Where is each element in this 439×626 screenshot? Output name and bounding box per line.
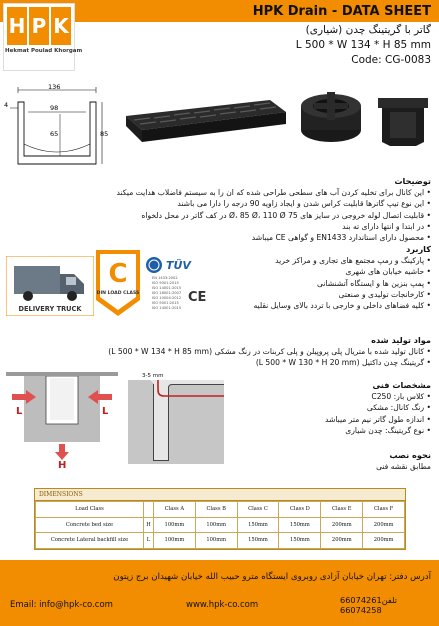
specs-item: • اندازه طول گاتر نیم متر میباشد: [231, 414, 431, 425]
col-header: Class B: [195, 502, 237, 518]
iso-item: ISO 9001:2015: [152, 281, 179, 285]
col-header: Class F: [363, 502, 405, 518]
table-cell: 200mm: [321, 517, 363, 533]
iso-certificates-list: [152, 276, 181, 311]
logo-letter: P: [29, 7, 49, 45]
ce-mark: CE: [188, 290, 207, 305]
table-cell: 200mm: [363, 533, 405, 549]
round-outlet-image: [294, 86, 368, 150]
footer: [0, 560, 439, 626]
product-dimensions: L 500 * W 134 * H 85 mm: [295, 39, 431, 51]
dim-inner-height: 65: [50, 130, 59, 138]
header: [0, 0, 439, 74]
iso-item: ISO 14001:2015: [152, 286, 182, 290]
description-item: • قابلیت اتصال لوله خروجی در سایز های 75 Ø، 85 Ø، 110 Ø در کف گاتر در محل دلخواه: [11, 210, 431, 221]
channel-cross-section-drawing: [4, 84, 112, 172]
table-cell: 150mm: [279, 533, 321, 549]
iso-item: ISO 14001:2015: [152, 306, 182, 310]
logo-letters: [7, 7, 71, 45]
table-cell: 150mm: [237, 533, 279, 549]
iso-item: ISO 18001:2007: [152, 291, 182, 295]
installation-section-diagram: [6, 372, 118, 468]
lateral-label-left: L: [16, 406, 23, 417]
phone-number: 66074258: [340, 605, 382, 615]
materials-item: • کانال تولید شده با متریال پلی پروپیلن و پلی کربنات در رنگ مشکی (L 500 * W 134 * H 85 mm): [11, 346, 431, 357]
usage-item: • حاشیه خیابان های شهری: [211, 266, 431, 277]
specs-item: • کلاس بار: C250: [231, 391, 431, 402]
phone-numbers: [340, 595, 397, 615]
specs-section: [231, 380, 431, 436]
description-title: توضیحات: [394, 176, 431, 186]
table-header-row: [36, 502, 405, 518]
usage-section: [211, 244, 431, 311]
dim-height-total: 85: [100, 130, 109, 138]
col-header: Class D: [279, 502, 321, 518]
dimensions-heading: DIMENSIONS: [35, 489, 405, 501]
col-header: [144, 502, 154, 518]
materials-item: • گریتینگ چدن داکتیل (L 500 * W 130 * H 20 mm): [11, 357, 431, 368]
col-header: Class C: [237, 502, 279, 518]
gap-label: 3-5 mm: [142, 373, 164, 379]
usage-item: • پارکینگ و رمپ مجتمع های تجاری و مراکز خرید: [211, 255, 431, 266]
materials-title: مواد تولید شده: [371, 335, 431, 345]
page-title: HPK Drain - DATA SHEET: [252, 4, 431, 19]
logo-caption: Hekmat Poulad Khorgam: [5, 48, 83, 54]
description-item: • در ابتدا و انتها دارای ته بند: [11, 221, 431, 232]
table-cell: 100mm: [195, 517, 237, 533]
dim-inner-width: 98: [50, 104, 59, 112]
specs-item: • رنگ کانال: مشکی: [231, 402, 431, 413]
logo: [3, 3, 83, 71]
iso-item: ISO 9001:2015: [152, 301, 179, 305]
install-title: نحوه نصب: [389, 450, 431, 460]
end-cap-image: [372, 90, 434, 150]
description-item: • محصول دارای استاندارد EN1433 و گواهی CE میباشد: [11, 232, 431, 243]
product-name: گاتر با گریتینگ چدن (شیاری): [305, 24, 431, 36]
truck-label: DELIVERY TRUCK: [18, 305, 82, 313]
table-cell: 100mm: [154, 533, 196, 549]
dim-width-top: 136: [48, 84, 61, 91]
col-header: Class A: [154, 502, 196, 518]
table-row: [36, 517, 405, 533]
dim-wall: 4: [4, 101, 9, 109]
usage-item: • کارخانجات تولیدی و صنعتی: [211, 289, 431, 300]
dimensions-grid: [35, 501, 405, 549]
din-letter: C: [108, 259, 128, 289]
row-label: Concrete bed size: [36, 517, 144, 533]
table-cell: 150mm: [279, 517, 321, 533]
usage-item: • کلیه فضاهای داخلی و خارجی با تردد بالای وسایل نقلیه: [211, 300, 431, 311]
usage-title: کاربرد: [406, 244, 431, 254]
description-section: [11, 176, 431, 243]
col-header: Class E: [321, 502, 363, 518]
table-cell: 100mm: [195, 533, 237, 549]
tuv-certification-logo: [146, 255, 202, 275]
product-code: Code: CG-0083: [351, 54, 431, 66]
logo-letter: H: [7, 7, 27, 45]
delivery-truck-icon: [6, 256, 94, 316]
dimensions-table: [34, 488, 406, 550]
col-header: Load Class: [36, 502, 144, 518]
channel-with-grating-image: [120, 96, 290, 142]
description-item: • این کانال برای تخلیه کردن آب های سطحی طراحی شده که ان را به سیستم فاضلاب هدایت میکند: [11, 187, 431, 198]
logo-letter: K: [51, 7, 71, 45]
row-label: Concrete Lateral backfill size: [36, 533, 144, 549]
website-link[interactable]: www.hpk-co.com: [186, 600, 259, 610]
din-label: DIN LOAD CLASS: [96, 291, 140, 296]
specs-title: مشخصات فنی: [372, 380, 431, 390]
email-link[interactable]: Email: info@hpk-co.com: [10, 600, 113, 610]
iso-item: EN 1433:2002: [152, 276, 178, 280]
iso-item: ISO 10004:2012: [152, 296, 182, 300]
usage-item: • پمپ بنزین ها و ایستگاه آتشنشانی: [211, 278, 431, 289]
din-load-class-badge: [92, 250, 144, 316]
table-cell: 150mm: [237, 517, 279, 533]
table-row: [36, 533, 405, 549]
row-symbol: H: [144, 517, 154, 533]
table-cell: 200mm: [321, 533, 363, 549]
row-symbol: L: [144, 533, 154, 549]
tuv-label: TÜV: [166, 259, 191, 272]
install-section: [231, 450, 431, 472]
bed-label: H: [58, 460, 67, 468]
install-text: مطابق نقشه فنی: [376, 462, 431, 472]
materials-section: [11, 335, 431, 369]
specs-item: • نوع گریتینگ: چدن شیاری: [231, 425, 431, 436]
table-cell: 200mm: [363, 517, 405, 533]
office-address: آدرس دفتر: تهران خیابان آزادی روبروی ایستگاه مترو حبیب الله خیابان شهیدان برج زیتون: [113, 572, 431, 582]
edge-detail-diagram: [128, 370, 224, 464]
description-item: • این نوع تیپ گاترها قابلیت کراس شدن و ایجاد زاویه 90 درجه را دارا می باشند: [11, 198, 431, 209]
table-cell: 100mm: [154, 517, 196, 533]
phone-number: 66074261تلفن: [340, 595, 398, 605]
lateral-label-right: L: [102, 406, 109, 417]
